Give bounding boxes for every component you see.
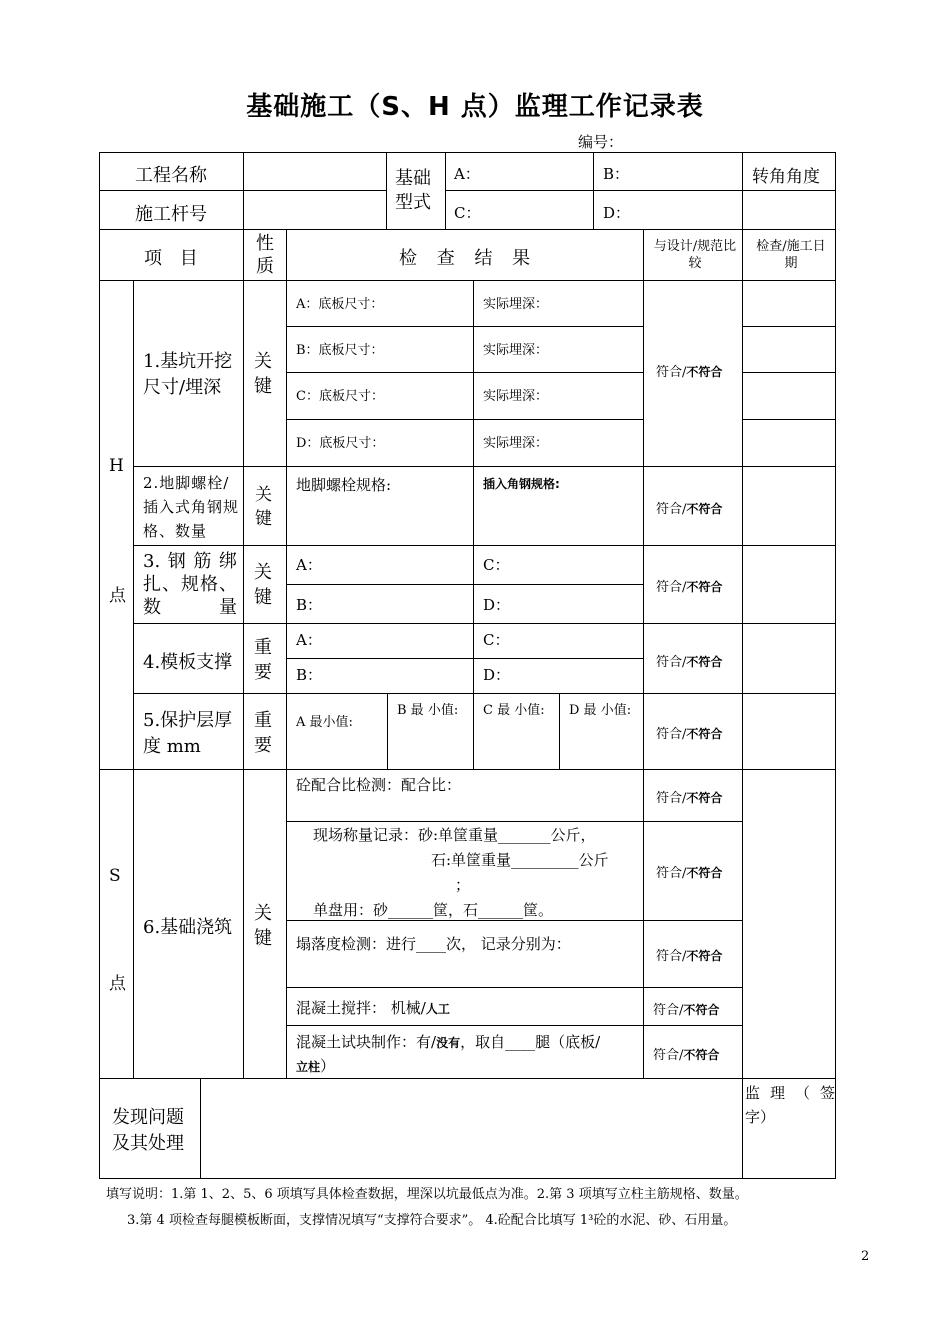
column-nature: [243, 229, 287, 281]
rebar-a-label: A：: [296, 556, 322, 574]
h-point-label: H 点: [109, 456, 126, 606]
pit-c-size-label: C：底板尺寸：: [296, 389, 384, 404]
cover-b-cell[interactable]: [387, 693, 474, 770]
page-title: 基础施工（S、H 点）监理工作记录表: [246, 92, 704, 122]
form-c-label: C：: [483, 631, 510, 649]
item-6-label: 6.基础浇筑: [143, 917, 233, 938]
pit-d-size-label: D：底板尺寸：: [296, 436, 385, 451]
cover-b-label: B 最 小值:: [397, 703, 459, 718]
rebar-a-cell[interactable]: [286, 545, 474, 585]
item-4-nature: 重要: [254, 637, 272, 683]
item-2-conform: 符合/不符合: [656, 502, 723, 517]
item-3-nature: 关键: [254, 562, 272, 608]
pole-no-label: 施工杆号: [135, 204, 207, 225]
project-name-label: 工程名称: [135, 165, 207, 186]
foundation-a-label: A：: [454, 165, 480, 183]
pit-d-depth-label: 实际埋深：: [483, 436, 549, 451]
item-3-conform: 符合/不符合: [656, 580, 723, 595]
column-item: [99, 229, 244, 281]
weighing-stone-line: 石:单筐重量_________公斤: [431, 851, 609, 869]
pit-a-size-cell[interactable]: [286, 280, 474, 327]
column-compare-label: 与设计/规范比较: [653, 239, 737, 271]
item-5-compare-cell[interactable]: [643, 693, 743, 770]
foundation-c-label: C：: [454, 204, 481, 222]
slump-conform: 符合/不符合: [656, 949, 723, 964]
foundation-type-label-cell: [386, 152, 446, 230]
item-1-conform: 符合/不符合: [656, 365, 723, 380]
weighing-conform: 符合/不符合: [656, 866, 723, 881]
item-4-conform: 符合/不符合: [656, 655, 723, 670]
problems-label: 发现问题及其处理: [112, 1107, 184, 1154]
form-b-label: B：: [296, 666, 323, 684]
item-5-nature-cell: [243, 693, 287, 770]
item-5-label: 5.保护层厚度 mm: [143, 710, 233, 757]
cover-d-label: D 最 小值:: [569, 703, 632, 718]
item-3-label: 3.钢筋绑扎、规格、数量: [143, 551, 237, 618]
item-2-nature-cell: [243, 466, 287, 546]
pit-d-depth-cell[interactable]: [473, 419, 644, 467]
item-5-date-cell[interactable]: [742, 693, 836, 770]
test-block-line-2: 立柱）: [296, 1057, 336, 1075]
item-6-nature-cell: [243, 769, 287, 1079]
pit-d-size-cell[interactable]: [286, 419, 474, 467]
angle-spec-cell[interactable]: [473, 466, 644, 546]
notes-line-2: 3.第 4 项检查每腿模板断面，支撑情况填写“支撑符合要求”。 4.砼配合比填写 1³砼的水泥、砂、石用量。: [127, 1213, 737, 1228]
item-1-nature: 关键: [254, 351, 272, 397]
item-1-compare-cell[interactable]: [643, 280, 743, 467]
corner-angle-label-cell: [742, 152, 836, 191]
rebar-d-label: D：: [483, 596, 511, 614]
foundation-d-label: D：: [603, 204, 631, 222]
cover-d-cell[interactable]: [559, 693, 644, 770]
pit-c-date-cell[interactable]: [742, 372, 836, 420]
pit-b-depth-cell[interactable]: [473, 326, 644, 373]
pit-a-size-label: A：底板尺寸：: [296, 297, 384, 312]
angle-spec-label: 插入角钢规格:: [483, 477, 560, 491]
form-a-label: A：: [296, 631, 322, 649]
cover-c-label: C 最 小值:: [483, 703, 545, 718]
item-3-nature-cell: [243, 545, 287, 624]
pit-b-size-label: B：底板尺寸：: [296, 343, 384, 358]
bolt-spec-cell[interactable]: [286, 466, 474, 546]
mix-conform: 符合/不符合: [656, 791, 723, 806]
column-result-label: 检 查 结 果: [399, 248, 531, 269]
pit-c-size-cell[interactable]: [286, 372, 474, 420]
page-number: 2: [861, 1249, 870, 1264]
rebar-c-cell[interactable]: [473, 545, 644, 585]
mix-compare-cell[interactable]: [643, 769, 743, 822]
serial-number-label: 编号：: [578, 133, 624, 151]
mix-ratio-label: 砼配合比检测：配合比：: [296, 776, 462, 794]
cover-a-cell[interactable]: [286, 693, 388, 770]
item-1-label: 1.基坑开挖尺寸/埋深: [143, 351, 233, 398]
mixing-compare-cell[interactable]: [643, 987, 743, 1026]
item-2-compare-cell[interactable]: [643, 466, 743, 546]
column-nature-label: 性质: [256, 233, 274, 277]
item-3-label-cell: [133, 545, 244, 624]
item-4-compare-cell[interactable]: [643, 623, 743, 694]
weighing-batch-line: 单盘用：砂______筐，石______筐。: [313, 901, 554, 919]
test-block-compare-cell[interactable]: [643, 1025, 743, 1079]
form-d-cell[interactable]: [473, 658, 644, 694]
s-point-label-cell: [99, 769, 134, 1079]
mixing-method-cell[interactable]: [286, 987, 644, 1026]
pit-b-date-cell[interactable]: [742, 326, 836, 373]
supervisor-sign-cell[interactable]: [742, 1078, 836, 1179]
project-name-input[interactable]: [243, 152, 387, 191]
slump-test-cell[interactable]: [286, 920, 644, 988]
test-block-cell[interactable]: [286, 1025, 644, 1079]
weighing-semicolon: ；: [455, 876, 471, 894]
pit-b-size-cell[interactable]: [286, 326, 474, 373]
supervisor-sign-label: 监 理 （ 签字）: [745, 1084, 835, 1126]
item-4-date-cell[interactable]: [742, 623, 836, 694]
slump-compare-cell[interactable]: [643, 920, 743, 988]
slump-test-label: 塌落度检测：进行____次， 记录分别为：: [296, 935, 571, 953]
pole-no-label-cell: [99, 190, 244, 230]
rebar-b-cell[interactable]: [286, 584, 474, 624]
column-date: [742, 229, 836, 281]
form-a-cell[interactable]: [286, 623, 474, 659]
test-block-conform: 符合/不符合: [653, 1048, 720, 1063]
item-6-label-cell: [133, 769, 244, 1079]
item-2-label-cell: [133, 466, 244, 546]
pit-a-date-cell[interactable]: [742, 280, 836, 327]
item-5-conform: 符合/不符合: [656, 727, 723, 742]
item-3-date-cell[interactable]: [742, 545, 836, 624]
notes-line-1: 填写说明：1.第 1、2、5、6 项填写具体检查数据，埋深以坑最低点为准。2.第 3 项填写立柱主筋规格、数量。: [106, 1187, 748, 1202]
mix-ratio-cell[interactable]: [286, 769, 644, 822]
foundation-b-cell[interactable]: [593, 152, 743, 191]
form-b-cell[interactable]: [286, 658, 474, 694]
item-4-label-cell: [133, 623, 244, 694]
item-2-date-cell[interactable]: [742, 466, 836, 546]
item-1-label-cell: [133, 280, 244, 467]
s-point-label: S 点: [109, 866, 126, 994]
bolt-spec-label: 地脚螺栓规格:: [296, 476, 392, 494]
item-6-date-cell[interactable]: [742, 769, 836, 1079]
cover-a-label: A 最小值:: [296, 715, 353, 730]
weighing-compare-cell[interactable]: [643, 821, 743, 921]
weighing-sand-line: 现场称量记录：砂:单筐重量_______公斤，: [313, 826, 596, 844]
foundation-a-cell[interactable]: [445, 152, 594, 191]
column-item-label: 项 目: [144, 248, 198, 269]
item-5-label-cell: [133, 693, 244, 770]
pit-d-date-cell[interactable]: [742, 419, 836, 467]
foundation-b-label: B：: [603, 165, 630, 183]
pit-a-depth-cell[interactable]: [473, 280, 644, 327]
item-1-nature-cell: [243, 280, 287, 467]
problems-input[interactable]: [200, 1078, 743, 1179]
item-6-nature: 关键: [254, 903, 272, 949]
pit-b-depth-label: 实际埋深：: [483, 343, 549, 358]
pit-c-depth-label: 实际埋深：: [483, 389, 549, 404]
h-point-label-cell: [99, 280, 134, 770]
pole-no-input[interactable]: [243, 190, 387, 230]
pit-a-depth-label: 实际埋深：: [483, 297, 549, 312]
form-d-label: D：: [483, 666, 511, 684]
item-4-label: 4.模板支撑: [143, 652, 233, 673]
foundation-d-cell[interactable]: [593, 190, 743, 230]
weighing-record-cell[interactable]: [286, 821, 644, 921]
mixing-conform: 符合/不符合: [653, 1003, 720, 1018]
item-2-label: 2.地脚螺栓/插入式角钢规格、数量: [143, 474, 240, 540]
corner-angle-label: 转角角度: [752, 167, 820, 187]
problems-label-cell: [99, 1078, 201, 1179]
form-c-cell[interactable]: [473, 623, 644, 659]
corner-angle-input[interactable]: [742, 190, 836, 230]
item-4-nature-cell: [243, 623, 287, 694]
item-3-compare-cell[interactable]: [643, 545, 743, 624]
rebar-c-label: C：: [483, 556, 510, 574]
item-2-nature: 关键: [255, 485, 272, 529]
cover-c-cell[interactable]: [473, 693, 560, 770]
rebar-b-label: B：: [296, 596, 323, 614]
project-name-label-cell: [99, 152, 244, 191]
pit-c-depth-cell[interactable]: [473, 372, 644, 420]
item-5-nature: 重要: [254, 710, 272, 756]
column-date-label: 检查/施工日 期: [756, 239, 826, 271]
foundation-type-label: 基础型式: [395, 168, 431, 213]
mixing-method-label: 混凝土搅拌： 机械/人工: [296, 999, 450, 1017]
foundation-c-cell[interactable]: [445, 190, 594, 230]
column-compare: [643, 229, 743, 281]
test-block-line-1: 混凝土试块制作：有/没有，取自____腿（底板/: [296, 1033, 601, 1051]
column-result: [286, 229, 644, 281]
rebar-d-cell[interactable]: [473, 584, 644, 624]
